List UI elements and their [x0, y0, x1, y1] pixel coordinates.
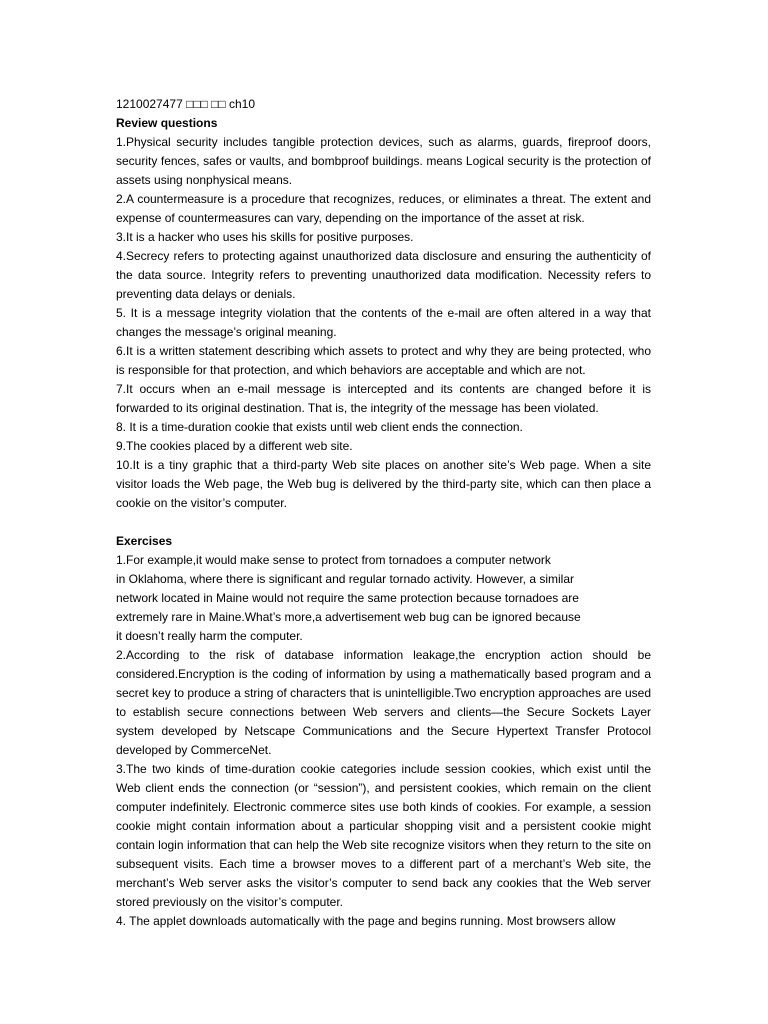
review-answer-3: 3.It is a hacker who uses his skills for positive purposes.	[116, 230, 414, 244]
review-answer-4: 4.Secrecy refers to protecting against unauthorized data disclosure and ensuring the authenticity of the data source. Integrity refers to preventing unauthorized data modification. Necessity refers to preventing data delays or denials.	[116, 249, 651, 301]
exercise-1-line-5: it doesn’t really harm the computer.	[116, 629, 303, 643]
exercise-1-line-1: 1.For example,it would make sense to protect from tornadoes a computer network	[116, 553, 551, 567]
exercise-2: 2.According to the risk of database information leakage,the encryption action should be considered.Encryption is the coding of information by using a mathematically based program and a secret key to produce a string of characters that is unintelligible.Two encryption approaches are used to establish secure connections between Web servers and clients—the Secure Sockets Layer system developed by Netscape Communications and the Secure Hypertext Transfer Protocol developed by CommerceNet.	[116, 648, 651, 757]
section-gap	[116, 513, 651, 532]
review-answer-7: 7.It occurs when an e-mail message is intercepted and its contents are changed before it is forwarded to its original destination. That is, the integrity of the message has been violated.	[116, 382, 651, 415]
header-line: 1210027477 □□□ □□ ch10	[116, 97, 256, 111]
review-answer-2: 2.A countermeasure is a procedure that recognizes, reduces, or eliminates a threat. The extent and expense of countermeasures can vary, depending on the importance of the asset at risk.	[116, 192, 651, 225]
exercises-heading: Exercises	[116, 534, 173, 548]
review-answer-5: 5. It is a message integrity violation that the contents of the e-mail are often altered in a way that changes the message’s original meaning.	[116, 306, 651, 339]
review-questions-heading: Review questions	[116, 116, 218, 130]
exercise-4: 4. The applet downloads automatically with the page and begins running. Most browsers allow	[116, 914, 616, 928]
review-answer-9: 9.The cookies placed by a different web site.	[116, 439, 353, 453]
document-body	[116, 95, 651, 931]
exercise-1-line-2: in Oklahoma, where there is significant and regular tornado activity. However, a similar	[116, 572, 574, 586]
exercise-1-line-3: network located in Maine would not require the same protection because tornadoes are	[116, 591, 579, 605]
exercise-3: 3.The two kinds of time-duration cookie categories include session cookies, which exist until the Web client ends the connection (or “session”), and persistent cookies, which remain on the client computer indefinitely. Electronic commerce sites use both kinds of cookies. For example, a session cookie might contain information about a particular shopping visit and a persistent cookie might contain login information that can help the Web site recognize visitors when they return to the site on subsequent visits. Each time a browser moves to a different part of a merchant’s Web site, the merchant’s Web server asks the visitor’s computer to send back any cookies that the Web server stored previously on the visitor’s computer.	[116, 762, 651, 909]
review-answer-10: 10.It is a tiny graphic that a third-party Web site places on another site’s Web page. When a site visitor loads the Web page, the Web bug is delivered by the third-party site, which can then place a cookie on the visitor’s computer.	[116, 458, 651, 510]
review-answer-6: 6.It is a written statement describing which assets to protect and why they are being protected, who is responsible for that protection, and which behaviors are acceptable and which are not.	[116, 344, 651, 377]
exercise-1-line-4: extremely rare in Maine.What’s more,a advertisement web bug can be ignored because	[116, 610, 581, 624]
review-answer-1: 1.Physical security includes tangible protection devices, such as alarms, guards, fireproof doors, security fences, safes or vaults, and bombproof buildings. means Logical security is the protection of assets using nonphysical means.	[116, 135, 651, 187]
review-answer-8: 8. It is a time-duration cookie that exists until web client ends the connection.	[116, 420, 523, 434]
